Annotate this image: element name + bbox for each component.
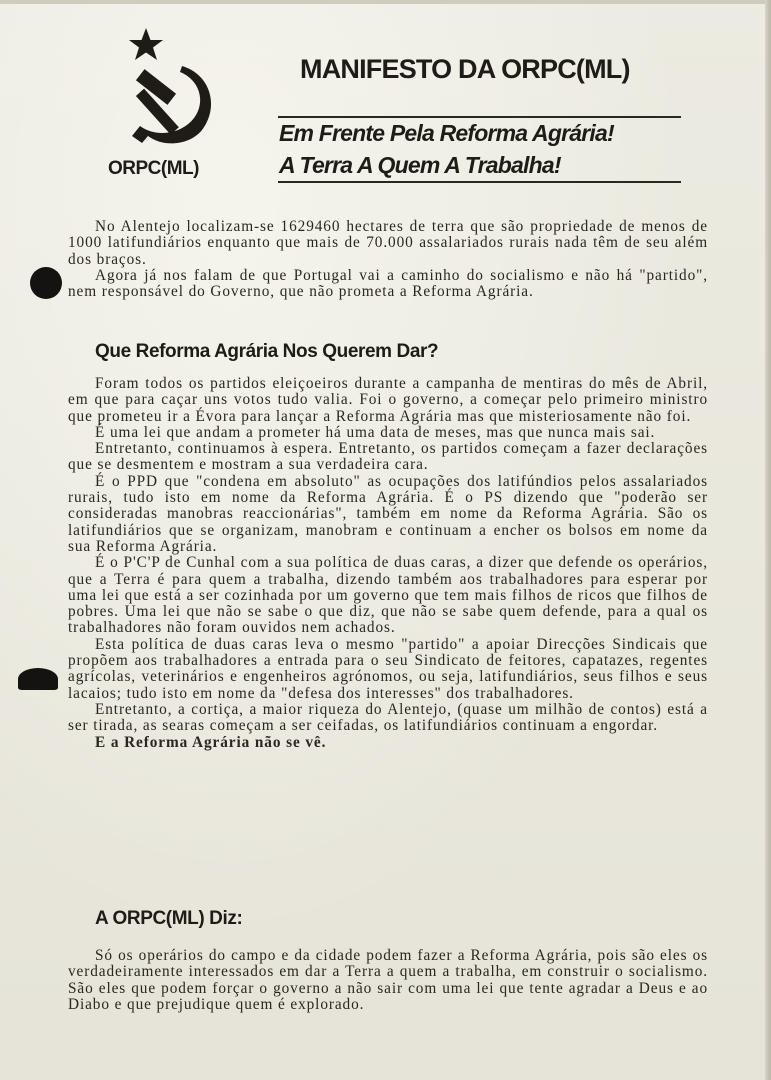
body-paragraph: Entretanto, a cortiça, a maior riqueza do Alentejo, (quase um milhão de contos) está a ser tirada, as searas começam a ser ceifadas, os latifundiários continuam a engordar.: [68, 700, 708, 735]
body-paragraph: É uma lei que andam a prometer há uma data de meses, mas que nunca mais sai.: [95, 423, 656, 441]
body-paragraph: É o PPD que "condena em absoluto" as ocupações dos latifúndios pelos assalariados rurais, tudo isto em nome da Reforma Agrária. É o PS dizendo que "poderão ser consideradas manobras reaccionárias", também em nome da Reforma Agrária. São os latifundiários que se organizam, manobram e continuam a encher os bolsos em nome da sua Reforma Agrária.: [68, 472, 708, 555]
body-paragraph: É o P'C'P de Cunhal com a sua política de duas caras, a dizer que defende os operários, que a Terra é para quem a trabalha, dizendo também aos trabalhadores para esperar por uma lei que está a ser cozinhada por um governo que tem mais filhos de ricos que filhos de pobres. Uma lei que não se sabe o que diz, que não se sabe quem defende, para a qual os trabalhadores não foram ouvidos nem achados.: [68, 554, 708, 637]
section-heading: Que Reforma Agrária Nos Querem Dar?: [95, 341, 439, 362]
section2-body: [68, 948, 708, 1013]
page-right-edge: [765, 0, 771, 1080]
intro-text: [68, 219, 708, 300]
title-rule-bottom: [278, 181, 681, 183]
section1-body: [68, 376, 708, 751]
page-title: MANIFESTO DA ORPC(ML): [300, 54, 630, 84]
conclusion-line: E a Reforma Agrária não se vê.: [95, 733, 327, 751]
section-heading: A ORPC(ML) Diz:: [95, 908, 243, 929]
logo-org-name: ORPC(ML): [108, 158, 199, 179]
page-top-edge: [0, 0, 771, 4]
body-paragraph: Entretanto, continuamos à espera. Entretanto, os partidos começam a fazer declarações que se desmentem e mostram a sua verdadeira cara.: [68, 440, 708, 474]
title-rule-top: [278, 116, 681, 118]
intro-paragraph: No Alentejo localizam-se 1629460 hectares de terra que são propriedade de menos de 1000 latifundiários enquanto que mais de 70.000 assalariados rurais nada têm de seu além dos braços.: [68, 218, 708, 268]
body-paragraph: Só os operários do campo e da cidade podem fazer a Reforma Agrária, pois são eles os verdadeiramente interessados em dar a Terra a quem a trabalha, em construir o socialismo. São eles que podem forçar o governo a não sair com uma lei que tente agradar a Deus e ao Diabo e que prejudique quem é explorado.: [68, 947, 708, 1013]
slogan-line-2: A Terra A Quem A Trabalha!: [279, 152, 561, 178]
body-paragraph: Foram todos os partidos eleiçoeiros durante a campanha de mentiras do mês de Abril, em que para caçar uns votos tudo valia. Foi o governo, a começar pelo primeiro ministro que prometeu ir a Évora para lançar a Reforma Agrária mas que misteriosamente não foi.: [68, 375, 708, 425]
punch-hole: [30, 267, 62, 299]
body-paragraph: Esta política de duas caras leva o mesmo "partido" a apoiar Direcções Sindicais que propõem aos trabalhadores a entrada para o seu Sindicato de feitores, capatazes, regentes agrícolas, veterinários e engenheiros agrónomos, ou seja, latifundiários, seus filhos e seus lacaios; tudo isto em nome da "defesa dos interesses" dos trabalhadores.: [68, 635, 708, 702]
slogan-line-1: Em Frente Pela Reforma Agrária!: [279, 120, 614, 146]
punch-hole: [18, 668, 58, 690]
intro-paragraph: Agora já nos falam de que Portugal vai a caminho do socialismo e não há "partido", nem responsável do Governo, que não prometa a Reforma Agrária.: [68, 266, 708, 301]
hammer-and-sickle-star-logo: [112, 26, 232, 156]
